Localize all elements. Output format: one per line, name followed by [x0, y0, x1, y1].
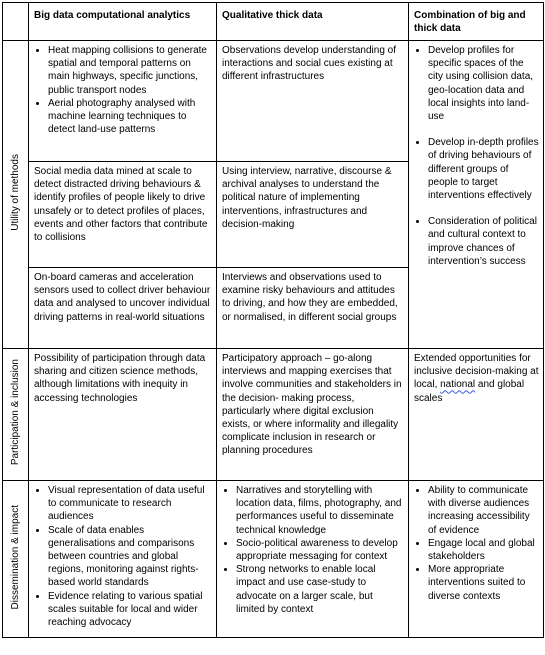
list-item: • Consideration of political and cultural context to improve chances of intervention’s success: [428, 215, 539, 268]
utility-thick-data-text-3: Interviews and observations used to examine risky behaviours and attitudes to driving, and how they are embedded, or normalised, in different social groups: [222, 272, 398, 323]
list-item: • Heat mapping collisions to generate spatial and temporal patterns on main highways, specific junctions, public transport nodes: [48, 44, 212, 97]
list-item: • More appropriate interventions suited to diverse contexts: [428, 563, 539, 603]
utility-thick-data-cell-3: [217, 268, 409, 349]
comparison-table: [2, 2, 544, 638]
dissemination-row: [3, 481, 544, 638]
row-label-utility: [3, 41, 29, 349]
header-row: [3, 3, 544, 41]
participation-big-data-text: Possibility of participation through data sharing and citizen science methods, although limitations with inequity in accessing technologies: [34, 353, 206, 404]
participation-combination-after: and global scales: [414, 379, 525, 404]
header-big-data: Big data computational analytics: [29, 3, 217, 41]
list-item: • Engage local and global stakeholders: [428, 537, 539, 563]
utility-thick-data-text-2: Using interview, narrative, discourse & archival analyses to understand the political nature of implementing interventions, infrastructures and decision-making: [222, 166, 392, 230]
list-item: • Scale of data enables generalisations and comparisons between countries and global regions, monitoring against rights-based world standards: [48, 524, 212, 590]
row-label-utility-text: Utility of methods: [9, 154, 21, 231]
utility-big-data-cell-3: [29, 268, 217, 349]
utility-thick-data-text-1: Observations develop understanding of interactions and social cues existing at different infrastructures: [222, 45, 397, 83]
utility-row-1: [3, 41, 544, 162]
list-item: • Narratives and storytelling with location data, films, photography, and performances useful to disseminate technical knowledge: [236, 484, 404, 537]
row-label-participation-text: Participation & inclusion: [9, 359, 21, 466]
list-item: • Socio-political awareness to develop appropriate messaging for context: [236, 537, 404, 563]
participation-thick-data-text: Participatory approach – go-along interviews and mapping exercises that involve communities and stakeholders in the decision- making process, particularly where digital exclusion exists, or where informality and illegality complicate inclusion in research or planning procedures: [222, 353, 402, 457]
list-item: • Evidence relating to various spatial scales suitable for local and wider reaching advocacy: [48, 590, 212, 630]
participation-combination-before: Extended opportunities for inclusive decision-making at local,: [414, 353, 539, 391]
participation-thick-data-cell: [217, 349, 409, 481]
participation-combination-text: [414, 352, 539, 405]
list-item: • Strong networks to enable local impact and use case-study to advocate on a larger scale, but limited by context: [236, 563, 404, 616]
list-item: • Ability to communicate with diverse audiences increasing accessibility of evidence: [428, 484, 539, 537]
comparison-table-container: [2, 2, 543, 638]
utility-big-data-cell-2: [29, 162, 217, 268]
utility-big-data-text-2: Social media data mined at scale to detect distracted driving behaviours & identify profiles of people likely to drive unsafely or to detect profiles of places, events and other factors that contribute to collisions: [34, 166, 208, 244]
utility-big-data-list: [34, 44, 212, 136]
participation-combination-national: national: [440, 379, 476, 391]
list-item: • Develop in-depth profiles of driving behaviours of different groups of people to target interventions effectively: [428, 136, 539, 202]
participation-big-data-cell: [29, 349, 217, 481]
list-item: • Develop profiles for specific spaces of the city using collision data, geo-location data and local insights into land-use: [428, 44, 539, 123]
utility-thick-data-cell-1: [217, 41, 409, 162]
utility-combination-cell: [409, 41, 544, 349]
participation-row: [3, 349, 544, 481]
list-item: • Aerial photography analysed with machine learning techniques to detect land-use patterns: [48, 97, 212, 137]
utility-big-data-cell-1: [29, 41, 217, 162]
dissemination-combination-list: [414, 484, 539, 603]
list-item: • Visual representation of data useful to communicate to research audiences: [48, 484, 212, 524]
row-label-participation: [3, 349, 29, 481]
row-label-dissemination: [3, 481, 29, 638]
header-thick-data: Qualitative thick data: [217, 3, 409, 41]
row-label-dissemination-text: Dissemination & impact: [9, 504, 21, 610]
dissemination-big-data-list: [34, 484, 212, 629]
utility-combination-list: [414, 44, 539, 268]
dissemination-thick-data-cell: [217, 481, 409, 638]
utility-thick-data-cell-2: [217, 162, 409, 268]
dissemination-thick-data-list: [222, 484, 404, 616]
corner-cell: [3, 3, 29, 41]
dissemination-big-data-cell: [29, 481, 217, 638]
participation-combination-cell: [409, 349, 544, 481]
utility-big-data-text-3: On-board cameras and acceleration sensors used to collect driver behaviour data and analysed to uncover individual driving patterns in real-world situations: [34, 272, 211, 323]
dissemination-combination-cell: [409, 481, 544, 638]
header-combination: Combination of big and thick data: [409, 3, 544, 41]
